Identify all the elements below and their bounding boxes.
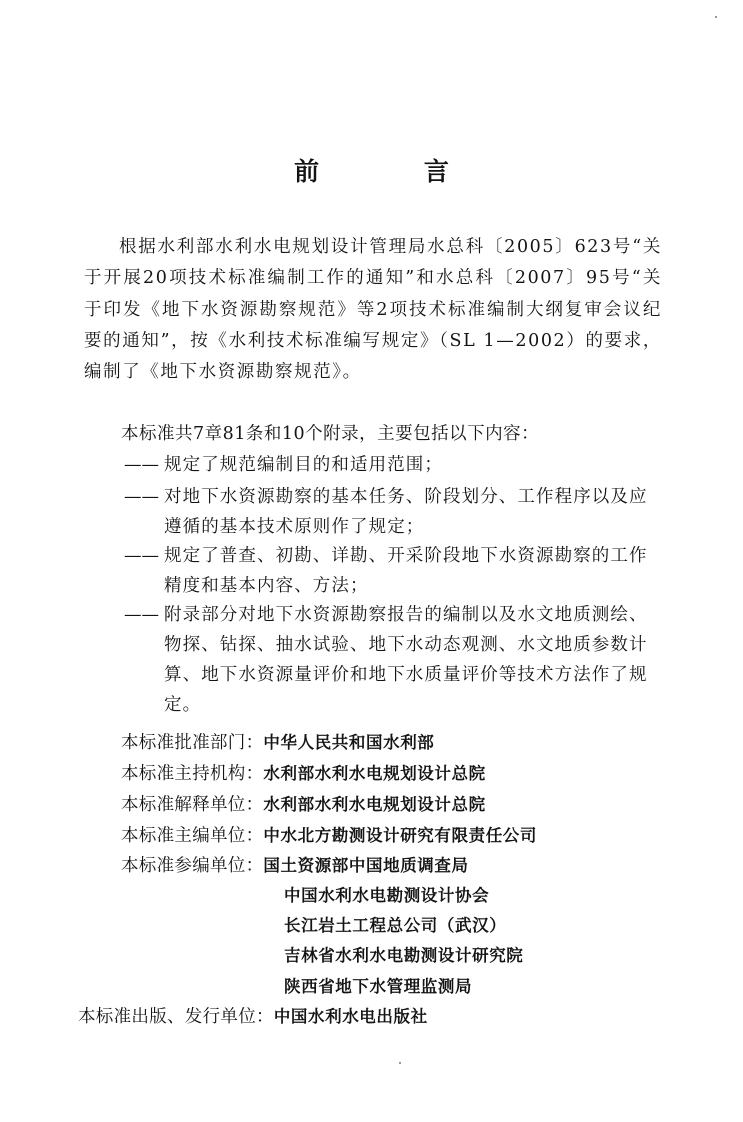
page-title: 前 言 [294, 157, 497, 186]
org-label: 本标准主持机构： [121, 764, 264, 784]
host-organization-row [121, 760, 486, 785]
org-label: 本标准批准部门： [121, 733, 264, 753]
org-label: 本标准主编单位： [121, 826, 264, 846]
participating-unit: 陕西省地下水管理监测局 [284, 977, 473, 996]
org-value: 国土资源部中国地质调查局 [263, 856, 469, 875]
participating-unit: 中国水利水电勘测设计协会 [284, 886, 490, 905]
intro-paragraph: 根据水利部水利水电规划设计管理局水总科〔2005〕623号“关于开展20项技术标准编制工作的通知”和水总科〔2007〕95号“关于印发《地下水资源勘察规范》等2项技术标准编制大纲复审会议纪要的通知”，按《水利技术标准编写规定》（SL 1—2002）的要求，编制了《地下水资源勘察规范》。 [84, 237, 662, 383]
item-dash: —— [124, 605, 159, 625]
scope-sentence: 本标准共7章81条和10个附录，主要包括以下内容： [121, 424, 540, 444]
item-dash: —— [124, 487, 159, 507]
content-item-text: 规定了规范编制目的和适用范围； [164, 455, 443, 475]
org-label: 本标准参编单位： [121, 856, 264, 876]
org-value: 水利部水利水电规划设计总院 [263, 764, 486, 783]
approving-department-row [121, 729, 434, 754]
publisher-row [78, 1003, 428, 1028]
content-item [124, 482, 662, 542]
org-value: 中水北方勘测设计研究有限责任公司 [263, 826, 538, 845]
content-item [124, 600, 662, 720]
item-dash: —— [124, 455, 159, 475]
org-value: 水利部水利水电规划设计总院 [263, 795, 486, 814]
participating-unit: 吉林省水利水电勘测设计研究院 [284, 946, 524, 965]
org-label: 本标准出版、发行单位： [78, 1007, 274, 1027]
interpreting-unit-row [121, 791, 486, 816]
org-label: 本标准解释单位： [121, 795, 264, 815]
content-item-text: 对地下水资源勘察的基本任务、阶段划分、工作程序以及应遵循的基本技术原则作了规定； [164, 487, 648, 537]
participating-unit-row [121, 852, 469, 877]
scan-speck [715, 16, 717, 18]
content-item-text: 附录部分对地下水资源勘察报告的编制以及水文地质测绘、物探、钻探、抽水试验、地下水动态观测、水文地质参数计算、地下水资源量评价和地下水质量评价等技术方法作了规定。 [164, 605, 648, 715]
item-dash: —— [124, 546, 159, 566]
content-item [124, 450, 662, 480]
content-item-text: 规定了普查、初勘、详勘、开采阶段地下水资源勘察的工作精度和基本内容、方法； [164, 546, 648, 596]
content-item [124, 541, 662, 601]
org-value: 中华人民共和国水利部 [263, 733, 435, 752]
chief-editor-unit-row [121, 822, 537, 847]
org-value: 中国水利水电出版社 [273, 1007, 428, 1026]
participating-unit: 长江岩土工程总公司（武汉） [284, 916, 507, 935]
scan-speck [399, 1062, 401, 1064]
